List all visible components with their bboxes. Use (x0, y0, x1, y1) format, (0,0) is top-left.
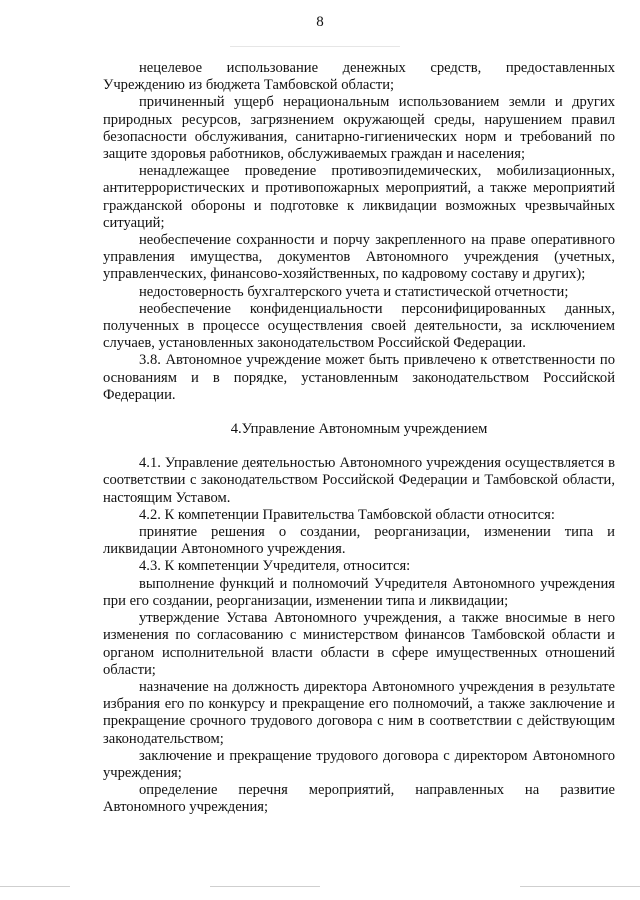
scan-artifact-bottom-left (0, 886, 70, 887)
liability-item-confidentiality: необеспечение конфиденциальности персонифицированных данных, полученных в процессе осуществления своей деятельности, за исключением случаев, установленных законодательством Российской Федерации. (103, 300, 615, 352)
clause-4-3-item-functions: выполнение функций и полномочий Учредителя Автономного учреждения при его создании, реорганизации, изменении типа и ликвидации; (103, 575, 615, 609)
clause-4-3: 4.3. К компетенции Учредителя, относится: (139, 558, 411, 575)
liability-item-accounting: недостоверность бухгалтерского учета и статистической отчетности; (139, 283, 569, 300)
clause-4-3-item-labor-contract: заключение и прекращение трудового договора с директором Автономного учреждения; (103, 747, 615, 781)
clause-4-3-item-charter: утверждение Устава Автономного учреждения, а также вносимые в него изменения по согласованию с министерством финансов Тамбовской области и органом исполнительной власти области в сфере имущественных отношений области; (103, 610, 615, 678)
clause-4-1: 4.1. Управление деятельностью Автономного учреждения осуществляется в соответствии с законодательством Российской Федерации и Тамбовской области, настоящим Уставом. (103, 455, 615, 506)
liability-item-damage: причиненный ущерб нерациональным использованием земли и других природных ресурсов, загрязнением окружающей среды, нарушением правил безопасности обслуживания, санитарно-гигиенических норм и требований по защите здоровья работников, обслуживаемых граждан и населения; (103, 94, 615, 163)
scan-artifact-bottom-right (520, 886, 640, 887)
liability-item-funds: нецелевое использование денежных средств, предоставленных Учреждению из бюджета Тамбовской области; (103, 60, 615, 94)
clause-3-8: 3.8. Автономное учреждение может быть привлечено к ответственности по основаниям и в порядке, установленным законодательством Российской Федерации. (103, 352, 615, 403)
clause-4-2: 4.2. К компетенции Правительства Тамбовской области относится: (139, 506, 555, 523)
liability-item-property: необеспечение сохранности и порчу закрепленного на праве оперативного управления имущества, документов Автономного учреждения (учетных, управленческих, финансово-хозяйственных, по кадровому составу и других); (103, 232, 615, 283)
clause-4-3-item-development: определение перечня мероприятий, направленных на развитие Автономного учреждения; (103, 782, 615, 816)
clause-4-3-item-director-appointment: назначение на должность директора Автономного учреждения в результате избрания его по конкурсу и прекращение его полномочий, а также заключение и прекращение срочного трудового договора с ним в соответствии с действующим законодательством; (103, 678, 615, 747)
clause-4-2-item: принятие решения о создании, реорганизации, изменении типа и ликвидации Автономного учреждения. (103, 524, 615, 558)
section-heading: 4.Управление Автономным учреждением (230, 421, 488, 438)
scan-artifact-bottom-mid (210, 886, 320, 887)
document-body (103, 60, 615, 817)
scan-artifact-top (230, 46, 400, 47)
page-number: 8 (316, 14, 324, 30)
liability-item-emergency: ненадлежащее проведение противоэпидемических, мобилизационных, антитеррористических и противопожарных мероприятий, а также мероприятий гражданской обороны и подготовке к ликвидации возможных чрезвычайных ситуаций; (103, 163, 615, 231)
